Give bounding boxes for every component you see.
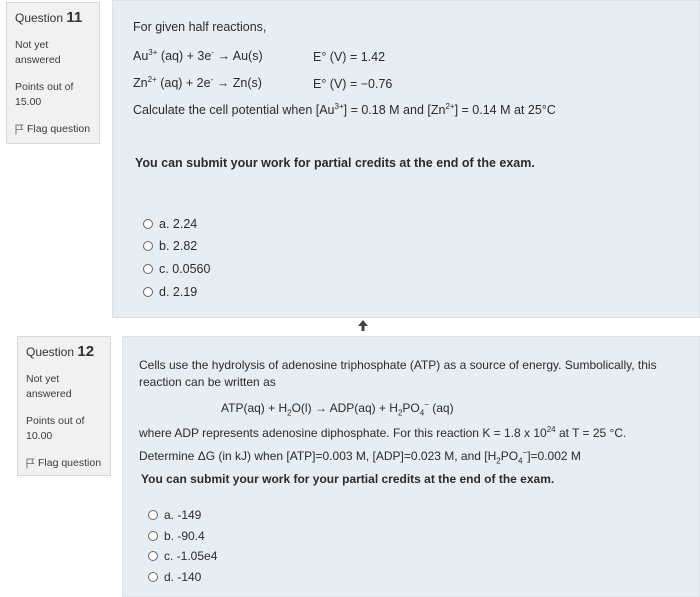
q12-number: Question 12 bbox=[26, 343, 95, 360]
q11-status: Not yet answered bbox=[15, 39, 61, 66]
q12-text-line-1: Cells use the hydrolysis of adenosine triphosphate (ATP) as a source of energy. Sumbolically, this bbox=[139, 358, 657, 372]
q12-where-text: where ADP represents adenosine diphosphate. For this reaction K = 1.8 x $10^{24}$ at T = 25 °C. bbox=[139, 425, 627, 440]
radio-button[interactable] bbox=[143, 219, 153, 229]
radio-button[interactable] bbox=[143, 241, 153, 251]
q12-option-b[interactable]: b. -90.4 bbox=[148, 529, 205, 543]
arrow-right-icon: → bbox=[216, 76, 230, 91]
q11-submit-note: You can submit your work for partial credits at the end of the exam. bbox=[135, 156, 535, 170]
q12-info-panel bbox=[17, 336, 111, 476]
q11-content bbox=[112, 0, 700, 318]
q12-flag-question[interactable]: Flag question bbox=[26, 456, 102, 471]
q11-potential-1: E° (V) = 1.42 bbox=[313, 50, 386, 64]
radio-button[interactable] bbox=[148, 551, 158, 561]
radio-button[interactable] bbox=[148, 510, 158, 520]
q11-potential-2: E° (V) = −0.76 bbox=[313, 77, 393, 91]
radio-button[interactable] bbox=[143, 264, 153, 274]
q11-option-a[interactable]: a. 2.24 bbox=[143, 217, 197, 231]
q11-number: Question 11 bbox=[15, 9, 83, 26]
q12-text-line-2: reaction can be written as bbox=[139, 375, 276, 389]
arrow-right-icon: → bbox=[217, 49, 230, 64]
q11-intro: For given half reactions, bbox=[133, 20, 267, 34]
q12-determine-text: Determine ΔG (in kJ) when [ATP]=0.003 M, [ADP]=0.023 M, and $[H_2PO_4^-]=0.002$ M bbox=[139, 448, 581, 466]
radio-button[interactable] bbox=[143, 287, 153, 297]
q12-equation: $ATP(aq) + H_2O(l) \to ADP(aq) + H_2PO_4^-$ (aq) bbox=[221, 400, 454, 418]
q11-option-c[interactable]: c. 0.0560 bbox=[143, 262, 210, 276]
flag-icon bbox=[15, 124, 24, 135]
q12-points: Points out of 10.00 bbox=[26, 415, 85, 442]
mouse-cursor-icon bbox=[357, 320, 369, 332]
q12-status: Not yet answered bbox=[26, 373, 72, 400]
q11-question-text: Calculate the cell potential when $[Au^{3+}] = 0.18$ M and $[Zn^{2+}] = 0.14$ M at 25°C bbox=[133, 102, 556, 118]
q11-reaction-2: $Zn^{2+}$ (aq) + 2e- → Zn(s) bbox=[133, 75, 262, 91]
arrow-right-icon: → bbox=[314, 401, 327, 415]
q11-option-b[interactable]: b. 2.82 bbox=[143, 239, 197, 253]
q11-info-panel bbox=[6, 2, 100, 144]
q12-option-d[interactable]: d. -140 bbox=[148, 570, 201, 584]
q12-submit-note: You can submit your work for your partial credits at the end of the exam. bbox=[141, 472, 555, 486]
q12-option-a[interactable]: a. -149 bbox=[148, 508, 201, 522]
q11-reaction-1: $Au^{3+}$ (aq) + 3e- → Au(s) bbox=[133, 48, 263, 64]
q11-option-d[interactable]: d. 2.19 bbox=[143, 285, 197, 299]
radio-button[interactable] bbox=[148, 572, 158, 582]
flag-icon bbox=[26, 458, 35, 469]
q11-points: Points out of 15.00 bbox=[15, 81, 74, 108]
radio-button[interactable] bbox=[148, 531, 158, 541]
q12-option-c[interactable]: c. -1.05e4 bbox=[148, 549, 217, 563]
q12-content bbox=[122, 336, 700, 597]
q11-flag-question[interactable]: Flag question bbox=[15, 122, 91, 137]
